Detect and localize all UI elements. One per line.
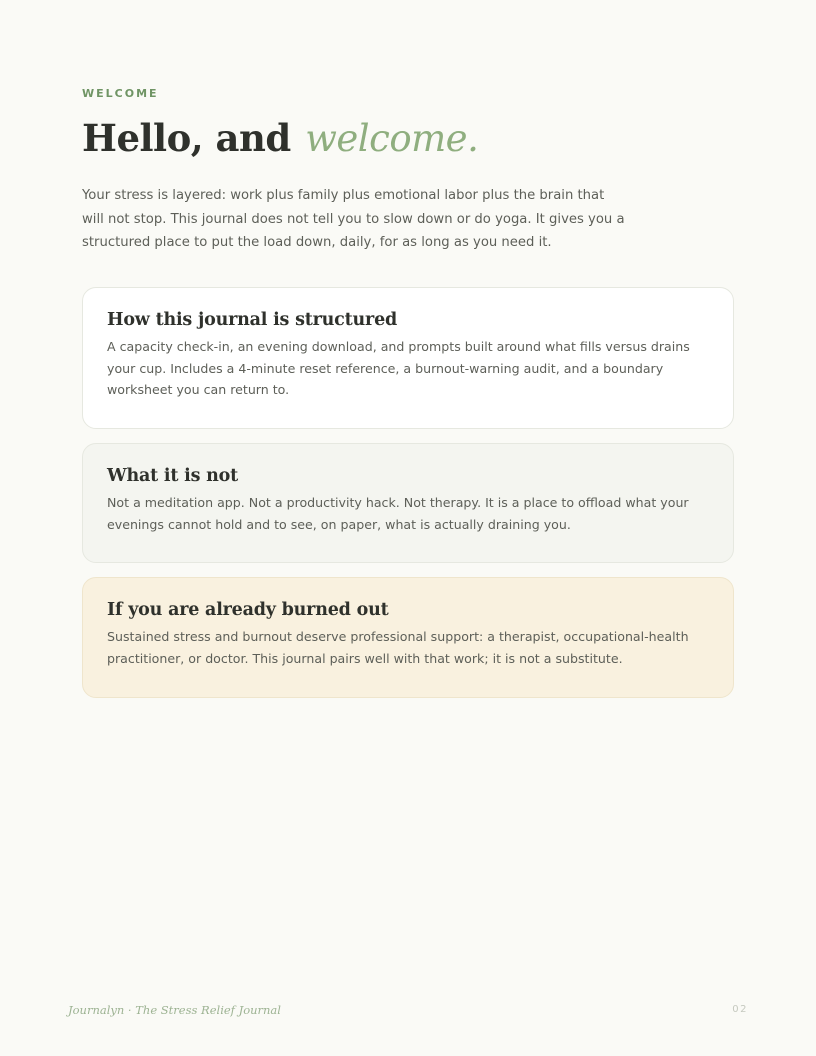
footer-brand: Journalyn · The Stress Relief Journal: [68, 1003, 281, 1017]
page-title-main: Hello, and: [82, 116, 291, 160]
card-what-it-is-not: [82, 443, 734, 563]
page-title-accent: welcome.: [305, 117, 479, 160]
section-eyebrow: WELCOME: [82, 87, 159, 100]
card-what-it-is-not-body: Not a meditation app. Not a productivity hack. Not therapy. It is a place to offload what your evenings cannot hold and to see, on paper, what is actually draining you.: [107, 495, 689, 532]
page-number: 02: [732, 1004, 748, 1015]
card-burned-out: [82, 577, 734, 698]
intro-paragraph: Your stress is layered: work plus family plus emotional labor plus the brain that will not stop. This journal does not tell you to slow down or do yoga. It gives you a structured place to put the load down, daily, for as long as you need it.: [82, 188, 625, 250]
card-burned-out-body: Sustained stress and burnout deserve professional support: a therapist, occupational-health practitioner, or doctor. This journal pairs well with that work; it is not a substitute.: [107, 629, 689, 666]
card-structure-title: How this journal is structured: [107, 310, 398, 330]
card-what-it-is-not-title: What it is not: [107, 466, 238, 486]
card-burned-out-title: If you are already burned out: [107, 600, 389, 620]
card-structure: [82, 287, 734, 429]
page-title: [82, 116, 478, 160]
card-structure-body: A capacity check-in, an evening download, and prompts built around what fills versus drains your cup. Includes a 4-minute reset reference, a burnout-warning audit, and a boundary worksheet you can return to.: [107, 339, 690, 397]
